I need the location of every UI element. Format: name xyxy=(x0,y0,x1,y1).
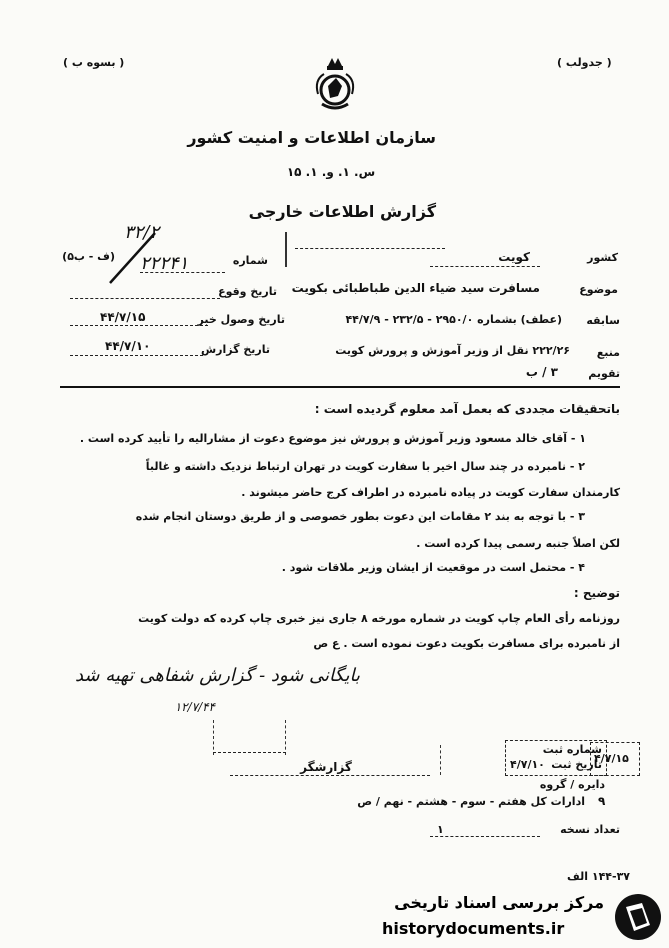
copies-value: ۱ xyxy=(437,823,444,836)
evaluation-label: تقویم xyxy=(588,367,620,380)
reporter-label: گزارشگر xyxy=(300,760,352,774)
watermark-logo-icon xyxy=(612,891,664,943)
notes-line-1: روزنامه رأی العام چاپ کویت در شماره مورخه ۸ جاری نیز خبری چاپ کرده که دولت کویت xyxy=(138,612,620,625)
body-item-3-cont: لکن اصلاً جنبه رسمی پیدا کرده است . xyxy=(416,537,620,550)
stamp-value-2: ۴/۷/۱۰ xyxy=(510,758,545,771)
form-code: ۱۴۴-۳۷ الف xyxy=(567,870,630,883)
evaluation-value: ۳ / ب xyxy=(525,365,558,379)
country-value: کویت xyxy=(498,250,530,264)
body-item-4: ۴ - محتمل است در موقعیت از ایشان وزیر ملاقات شود . xyxy=(281,561,585,574)
source-value: ۲۲۲/۲۶ نقل از وزیر آموزش و پرورش کویت xyxy=(335,344,570,357)
subject-label: موضوع xyxy=(579,283,618,296)
watermark-en: historydocuments.ir xyxy=(382,919,565,938)
number-label: شماره xyxy=(232,254,268,267)
emblem-icon xyxy=(310,56,360,116)
dept-code: س. ۱. و. ۱. ۱۵ xyxy=(286,165,376,179)
copies-label: تعداد نسخه xyxy=(560,823,620,836)
source-label: منبع xyxy=(596,346,620,359)
classification-right: ( جدولب ) xyxy=(557,56,612,69)
watermark xyxy=(376,887,669,948)
report-title: گزارش اطلاعات خارجی xyxy=(248,202,436,221)
stamp-line-3: دایره / گروه xyxy=(539,778,605,791)
body-item-3: ۳ - با توجه به بند ۲ مقامات این دعوت بطور خصوصی و از طریق دوستان انجام شده xyxy=(135,510,585,523)
stamp-line-2: تاریخ ثبت xyxy=(551,758,602,771)
notes-label: توضیح : xyxy=(573,586,620,600)
date-report-value: ۴۴/۷/۱۰ xyxy=(105,339,151,353)
distribution-number: ۹ xyxy=(598,794,606,808)
subject-value: مسافرت سید ضیاء الدین طباطبائی بکویت xyxy=(291,281,540,295)
handwritten-ref: ۳۲/۲ xyxy=(124,222,160,243)
date-event-label: تاریخ وقوع xyxy=(218,285,277,298)
dashed-mark-2 xyxy=(285,720,286,755)
number-value: ۲۲۲۴۱ xyxy=(140,253,189,274)
precedent-label: سابقه xyxy=(586,314,620,327)
dashed-mark-3 xyxy=(440,745,441,775)
handwritten-note: بایگانی شود - گزارش شفاهی تهیه شد xyxy=(74,665,360,686)
notes-line-2: از نامبرده برای مسافرت بکویت دعوت نموده است . ع ص xyxy=(313,637,620,650)
date-received-label: تاریخ وصول خبر xyxy=(197,313,285,326)
stamp-box-far xyxy=(590,742,640,776)
number-suffix: (ف - ب۵) xyxy=(62,250,115,263)
divider-rule xyxy=(60,386,620,388)
body-item-2-cont: کارمندان سفارت کویت در پیاده نامبرده در اطراف کرج حاضر میشوند . xyxy=(241,486,620,499)
precedent-value: (عطف) بشماره ۲۹۵۰/۰ - ۲۳۲/۵ - ۴۴/۷/۹ xyxy=(345,313,562,326)
country-label: کشور xyxy=(587,251,618,264)
classification-left: ( بسوه ب ) xyxy=(63,56,125,69)
date-report-label: تاریخ گزارش xyxy=(200,343,270,356)
watermark-fa: مرکز بررسی اسناد تاریخی xyxy=(394,893,604,912)
body-intro: باتحقیقات مجددی که بعمل آمد معلوم گردیده است : xyxy=(314,402,620,416)
body-item-2: ۲ - نامبرده در چند سال اخیر با سفارت کویت در تهران ارتباط نزدیک داشته و غالباً xyxy=(145,460,585,473)
date-received-value: ۴۴/۷/۱۵ xyxy=(100,310,146,324)
body-item-1: ۱ - آقای خالد مسعود وزیر آموزش و پرورش نیز موضوع دعوت از مشارالیه را تأیید کرده است . xyxy=(79,432,586,445)
distribution-text: ادارات کل هفتم - سوم - هشتم - نهم / ص xyxy=(357,795,585,808)
stamp-value-1: ۴/۷/۱۵ xyxy=(594,752,629,765)
handwritten-sub: ۱۲/۷/۴۴ xyxy=(174,700,215,714)
org-name: سازمان اطلاعات و امنیت کشور xyxy=(187,128,436,147)
dashed-mark-1 xyxy=(213,720,214,755)
stamp-line-1: شماره ثبت xyxy=(542,743,602,756)
vertical-mark xyxy=(285,232,287,267)
